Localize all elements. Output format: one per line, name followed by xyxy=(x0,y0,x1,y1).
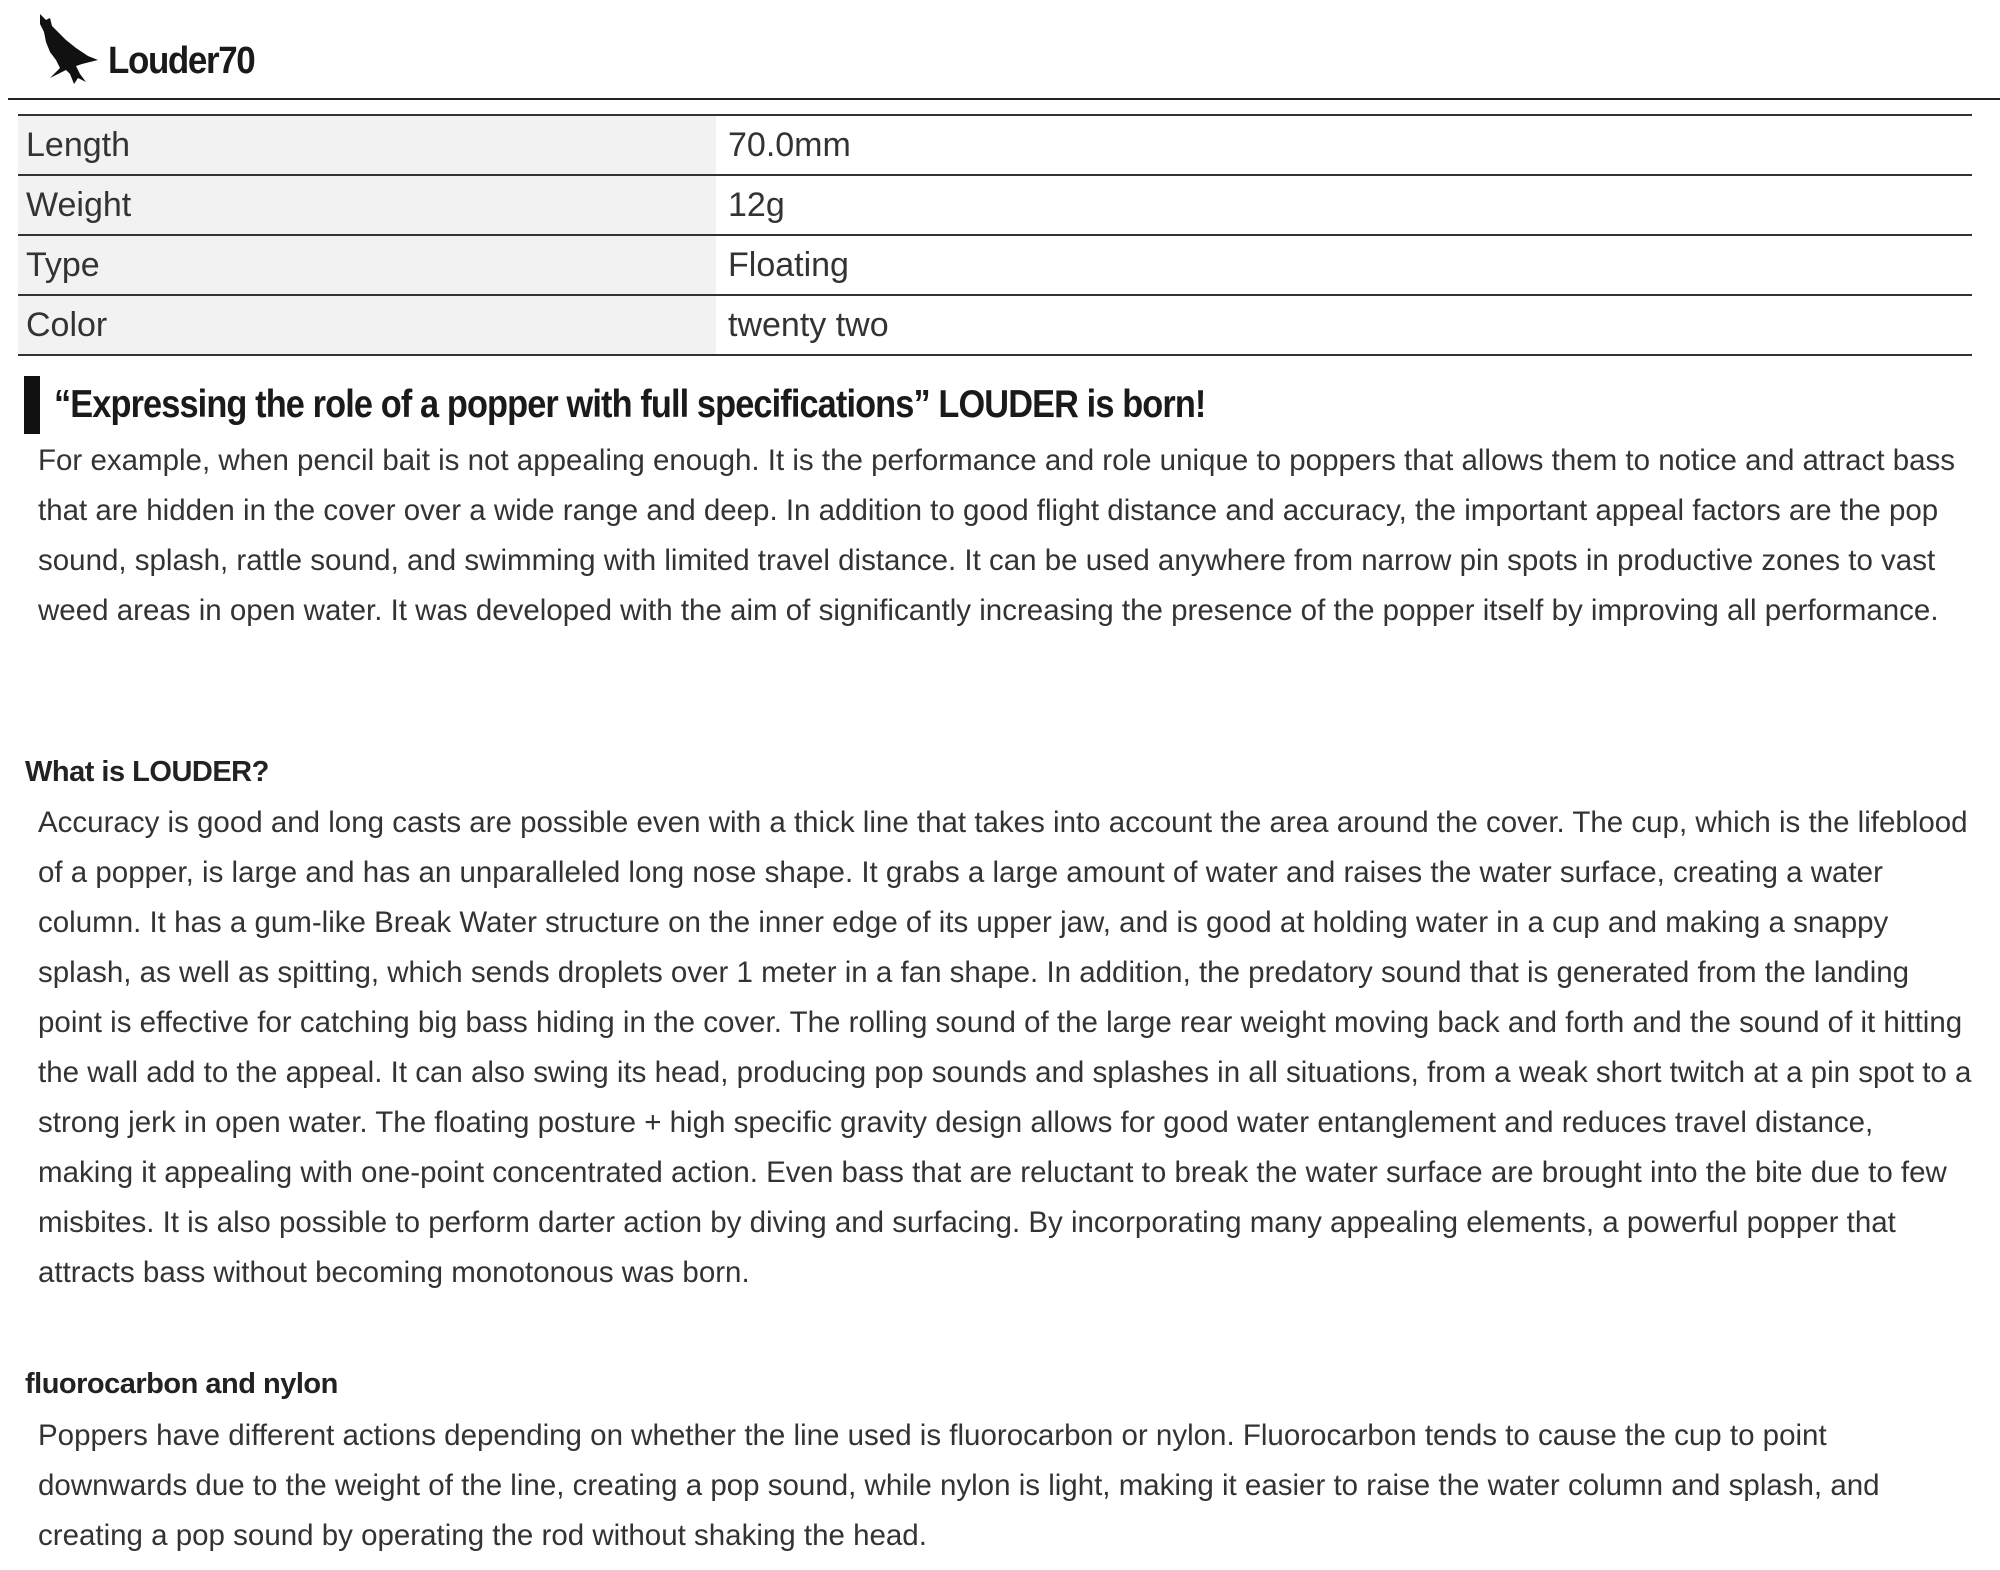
spec-row xyxy=(18,115,1972,175)
section-heading-fluorocarbon-nylon: fluorocarbon and nylon xyxy=(25,1368,338,1400)
spec-value-color: twenty two xyxy=(716,295,1972,355)
headline xyxy=(24,376,1363,434)
spec-label-color: Color xyxy=(18,295,716,355)
spec-row xyxy=(18,235,1972,295)
spec-label-length: Length xyxy=(18,115,716,175)
spec-value-weight: 12g xyxy=(716,175,1972,235)
intro-paragraph: For example, when pencil bait is not appealing enough. It is the performance and role unique to poppers that allows them to notice and attract bass that are hidden in the cover over a wide range and deep. In addition to good flight distance and accuracy, the important appeal factors are the pop sound, splash, rattle sound, and swimming with limited travel distance. It can be used anywhere from narrow pin spots in productive zones to vast weed areas in open water. It was developed with the aim of significantly increasing the presence of the popper itself by improving all performance. xyxy=(38,444,1956,627)
section-body-what-is-louder: Accuracy is good and long casts are possible even with a thick line that takes into account the area around the cover. The cup, which is the lifeblood of a popper, is large and has an unparalleled long nose shape. It grabs a large amount of water and raises the water surface, creating a water column. It has a gum-like Break Water structure on the inner edge of its upper jaw, and is good at holding water in a cup and making a snappy splash, as well as spitting, which sends droplets over 1 meter in a fan shape. In addition, the predatory sound that is generated from the landing point is effective for catching big bass hiding in the cover. The rolling sound of the large rear weight moving back and forth and the sound of it hitting the wall add to the appeal. It can also swing its head, producing pop sounds and splashes in all situations, from a weak short twitch at a pin spot to a strong jerk in open water. The floating posture + high specific gravity design allows for good water entanglement and reduces travel distance, making it appealing with one-point concentrated action. Even bass that are reluctant to break the water surface are brought into the bite due to few misbites. It is also possible to perform darter action by diving and surfacing. By incorporating many appealing elements, a powerful popper that attracts bass without becoming monotonous was born. xyxy=(38,806,1972,1289)
spec-row xyxy=(18,295,1972,355)
bird-silhouette-icon xyxy=(30,12,100,86)
section-body-fluorocarbon-nylon: Poppers have different actions depending on whether the line used is fluorocarbon or nylon. Fluorocarbon tends to cause the cup to point downwards due to the weight of the line, creating a pop sound, while nylon is light, making it easier to raise the water column and splash, and creating a pop sound by operating the rod without shaking the head. xyxy=(38,1419,1880,1552)
spec-table xyxy=(18,114,1972,356)
page-header xyxy=(8,0,2000,100)
headline-text: “Expressing the role of a popper with full specifications” LOUDER is born! xyxy=(54,383,1206,426)
section-heading-what-is-louder: What is LOUDER? xyxy=(25,756,269,788)
spec-value-type: Floating xyxy=(716,235,1972,295)
spec-value-length: 70.0mm xyxy=(716,115,1972,175)
product-title: Louder70 xyxy=(108,40,255,82)
spec-label-type: Type xyxy=(18,235,716,295)
headline-accent-bar xyxy=(24,376,40,434)
spec-label-weight: Weight xyxy=(18,175,716,235)
spec-row xyxy=(18,175,1972,235)
